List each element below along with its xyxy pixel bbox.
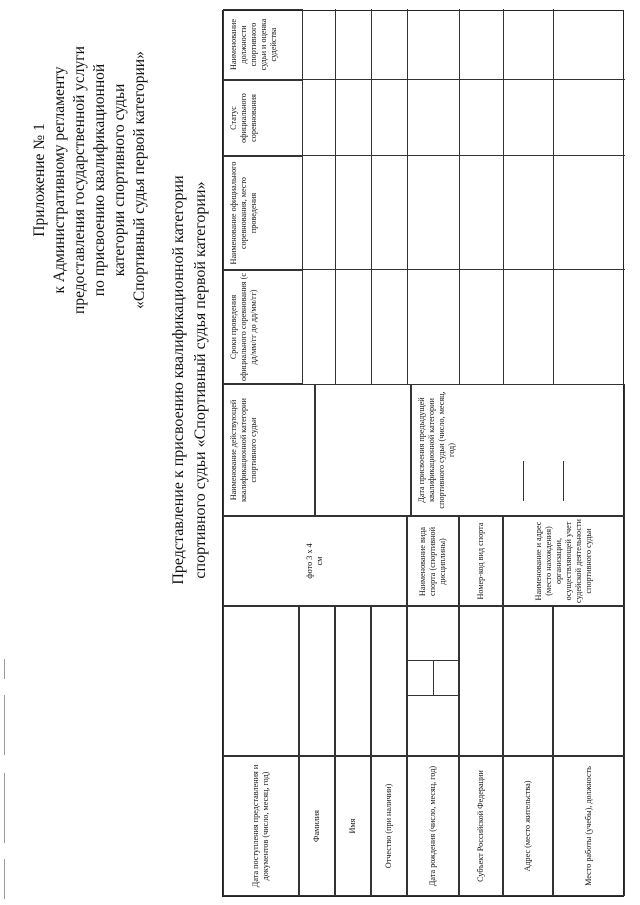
address-value[interactable] xyxy=(503,606,553,756)
competition-col-rule xyxy=(303,155,625,156)
competition-col-rule xyxy=(303,79,625,80)
competition-row-rule xyxy=(553,9,554,384)
birth-date-label: Дата рождения (число, месяц, год) xyxy=(407,756,459,896)
competition-name-header: Наименование официального соревнования, место проведения xyxy=(223,156,303,270)
sport-code-label: Номер-код вид спорта xyxy=(459,516,503,606)
birth-date-rule xyxy=(433,661,434,696)
submission-form-table xyxy=(222,10,624,897)
organization-label: Наименование и адрес (место нахождения) организации, осуществляющей учет судейской деятельности спортивного судьи xyxy=(503,516,625,606)
address-label: Адрес (место жительства) xyxy=(503,756,553,896)
competition-row-rule xyxy=(335,9,336,384)
name-value[interactable] xyxy=(335,606,371,756)
appendix-line: категории спортивного судьи xyxy=(111,83,128,277)
current-category-value[interactable] xyxy=(315,384,411,516)
region-label: Субъект Российской Федерации xyxy=(459,756,503,896)
date-received-label: Дата поступления представления и документов (число, месяц, год) xyxy=(223,756,299,896)
competition-row-rule xyxy=(503,9,504,384)
sport-name-label: Наименование вида спорта (спортивной дисциплины) xyxy=(407,516,459,606)
competition-row-rule xyxy=(459,9,460,384)
surname-label: Фамилия xyxy=(299,756,335,896)
appendix-line: по присвоению квалификационной xyxy=(91,63,108,297)
region-value[interactable] xyxy=(459,606,503,756)
photo-placeholder: фото 3 х 4 см xyxy=(223,516,407,606)
surname-value[interactable] xyxy=(299,606,335,756)
top-rule-fragments xyxy=(4,0,10,905)
judge-position-header: Наименование должности спортивного судьи и оценка судейства xyxy=(223,9,303,80)
previous-date-box-rule xyxy=(563,461,564,501)
title-line-1: Представление к присвоению квалификационной категории xyxy=(170,175,187,585)
competition-row-rule xyxy=(407,9,408,384)
appendix-line: к Административному регламенту xyxy=(51,66,68,294)
patronymic-value[interactable] xyxy=(371,606,407,756)
previous-category-date-label: Дата присвоения предыдущей квалификационной категории спортивного судьи (число, месяц, год) xyxy=(411,384,625,516)
appendix-line: «Спортивный судья первой категории» xyxy=(131,51,148,309)
appendix-line: Приложение № 1 xyxy=(31,123,48,237)
date-received-value[interactable] xyxy=(223,606,299,756)
previous-date-box-rule xyxy=(523,461,524,501)
document-title xyxy=(168,150,212,610)
title-line-2: спортивного судьи «Спортивный судья первой категории» xyxy=(192,181,209,579)
appendix-header xyxy=(30,15,150,345)
patronymic-label: Отчество (при наличии) xyxy=(371,756,407,896)
name-label: Имя xyxy=(335,756,371,896)
competition-status-header: Статус официального соревнования xyxy=(223,80,303,156)
competition-col-rule xyxy=(303,269,625,270)
competition-row-rule xyxy=(371,9,372,384)
competition-dates-header: Сроки проведения официального соревнования (с дд/мм/гг до дд/мм/гг) xyxy=(223,270,303,384)
current-category-label: Наименование действующей квалификационной категории спортивного судьи xyxy=(223,384,315,516)
workplace-label: Место работы (учебы), должность xyxy=(553,756,625,896)
appendix-line: предоставления государственной услуги xyxy=(71,46,88,314)
workplace-value[interactable] xyxy=(553,606,625,756)
